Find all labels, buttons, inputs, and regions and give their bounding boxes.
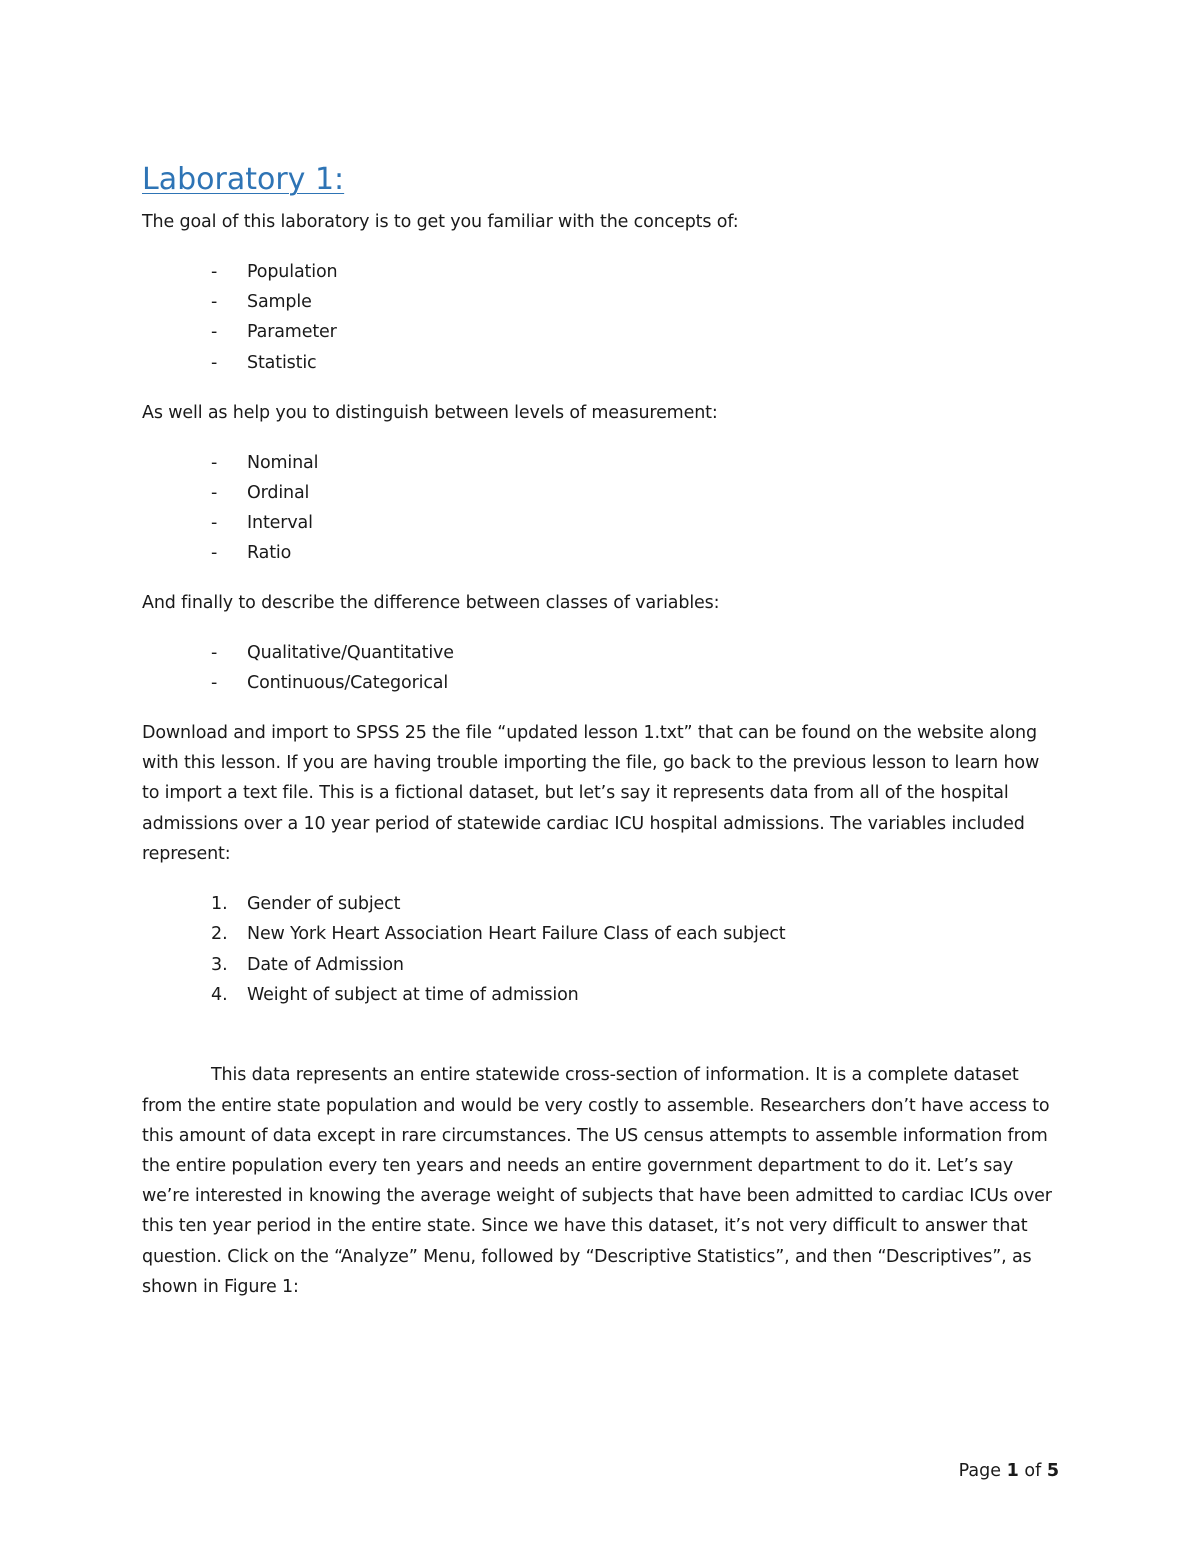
paragraph-line: Download and import to SPSS 25 the file “updated lesson 1.txt” that can be found on the website along: [142, 723, 1037, 743]
list-bullet: -: [211, 543, 218, 563]
paragraph-line: admissions over a 10 year period of statewide cardiac ICU hospital admissions. The variables included: [142, 814, 1025, 834]
paragraph-line: this amount of data except in rare circumstances. The US census attempts to assemble information from: [142, 1126, 1048, 1146]
list-item: Qualitative/Quantitative: [247, 643, 454, 663]
classes-intro-text: And finally to describe the difference between classes of variables:: [142, 593, 720, 613]
list-bullet: -: [211, 513, 218, 533]
list-bullet: -: [211, 673, 218, 693]
list-item: Interval: [247, 513, 313, 533]
list-number: 1.: [211, 894, 228, 914]
list-bullet: -: [211, 292, 218, 312]
list-bullet: -: [211, 453, 218, 473]
paragraph-line: shown in Figure 1:: [142, 1277, 299, 1297]
paragraph-line: with this lesson. If you are having trouble importing the file, go back to the previous lesson to learn how: [142, 753, 1040, 773]
of-word: of: [1024, 1461, 1042, 1481]
list-bullet: -: [211, 353, 218, 373]
list-item: Nominal: [247, 453, 319, 473]
paragraph-line: from the entire state population and would be very costly to assemble. Researchers don’t have access to: [142, 1096, 1050, 1116]
list-number: 4.: [211, 985, 228, 1005]
list-item: Sample: [247, 292, 312, 312]
total-pages-number: 5: [1046, 1461, 1059, 1481]
list-item: Continuous/Categorical: [247, 673, 449, 693]
list-item: Ordinal: [247, 483, 310, 503]
list-item: Weight of subject at time of admission: [247, 985, 579, 1005]
current-page-number: 1: [1006, 1461, 1019, 1481]
paragraph-line: the entire population every ten years and needs an entire government department to do it. Let’s say: [142, 1156, 1014, 1176]
paragraph-line: we’re interested in knowing the average weight of subjects that have been admitted to cardiac ICUs over: [142, 1186, 1052, 1206]
list-bullet: -: [211, 262, 218, 282]
list-bullet: -: [211, 643, 218, 663]
list-bullet: -: [211, 322, 218, 342]
page-number-footer: [959, 1459, 1059, 1483]
list-number: 3.: [211, 955, 228, 975]
list-item: Statistic: [247, 353, 317, 373]
paragraph-line: this ten year period in the entire state. Since we have this dataset, it’s not very difficult to answer that: [142, 1216, 1028, 1236]
page-title: Laboratory 1:: [142, 162, 345, 197]
paragraph-line: This data represents an entire statewide cross-section of information. It is a complete dataset: [211, 1065, 1019, 1085]
list-bullet: -: [211, 483, 218, 503]
list-item: Date of Admission: [247, 955, 404, 975]
list-number: 2.: [211, 924, 228, 944]
paragraph-line: to import a text file. This is a fictional dataset, but let’s say it represents data from all of the hospital: [142, 783, 1009, 803]
paragraph-line: question. Click on the “Analyze” Menu, followed by “Descriptive Statistics”, and then “Descriptives”, as: [142, 1247, 1032, 1267]
page-word: Page: [958, 1461, 1002, 1481]
list-item: New York Heart Association Heart Failure Class of each subject: [247, 924, 786, 944]
levels-intro-text: As well as help you to distinguish between levels of measurement:: [142, 403, 718, 423]
intro-text: The goal of this laboratory is to get you familiar with the concepts of:: [142, 212, 739, 232]
list-item: Gender of subject: [247, 894, 401, 914]
list-item: Ratio: [247, 543, 292, 563]
paragraph-line: represent:: [142, 844, 231, 864]
list-item: Population: [247, 262, 338, 282]
list-item: Parameter: [247, 322, 337, 342]
